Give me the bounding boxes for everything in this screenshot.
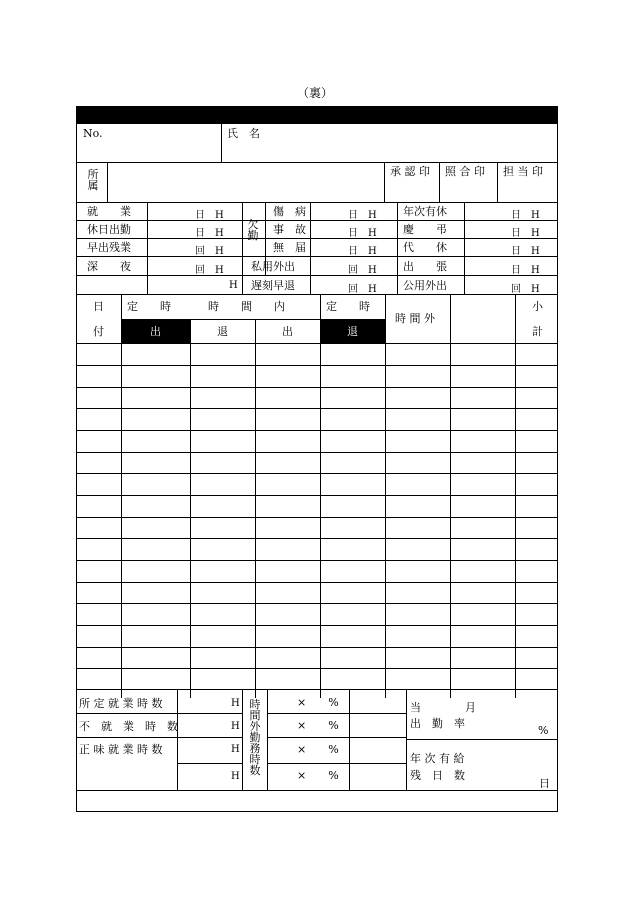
overtime-rate-4: × % (297, 769, 339, 782)
accident-unit: 日 H (348, 228, 377, 239)
out-label-2: 出 (282, 325, 293, 338)
private-outing-unit: 回 H (348, 265, 377, 276)
late-early-label: 遅刻早退 (251, 279, 295, 292)
dept-label: 所属 (87, 168, 99, 192)
overtime-rate-1: × % (297, 696, 339, 709)
no-label: No. (83, 127, 103, 140)
unreported-label: 無 届 (273, 241, 306, 254)
overtime-hours-label: 時間外勤務時数 (249, 698, 261, 777)
leave-label-1: 退 (217, 325, 228, 338)
day-label-top: 日 (93, 300, 104, 313)
net-work-hours-unit: H (231, 744, 240, 755)
substitute-holiday-label: 代 休 (403, 241, 447, 254)
remaining-days-label: 残 日 数 (410, 769, 465, 782)
non-work-hours-label: 不 就 業 時 数 (79, 720, 178, 733)
check-stamp-label: 照 合 印 (445, 165, 485, 178)
leave-label-2: 退 (347, 325, 358, 338)
work-unit: 日 H (195, 210, 224, 221)
extra-summary-unit: H (231, 771, 240, 782)
within-hours-label: 時 間 内 (208, 300, 285, 313)
annual-leave-unit: 日 H (511, 210, 540, 221)
holiday-work-unit: 日 H (195, 228, 224, 239)
page-side-mark: （裏） (296, 86, 333, 100)
late-night-label: 深 夜 (87, 260, 131, 273)
fixed-time-left-label: 定 時 (127, 300, 171, 313)
early-overtime-label: 早出残業 (87, 241, 131, 254)
early-overtime-unit: 回 H (195, 246, 224, 257)
header-strip (77, 107, 557, 123)
attendance-rate-label: 出 勤 率 (410, 717, 465, 730)
overtime-rate-3: × % (297, 743, 339, 756)
official-outing-unit: 回 H (511, 284, 540, 295)
unreported-unit: 日 H (348, 246, 377, 257)
timecard-form (76, 106, 558, 812)
holiday-work-label: 休日出勤 (87, 223, 131, 236)
sickness-label: 傷 病 (273, 205, 306, 218)
name-label: 氏 名 (227, 127, 260, 140)
day-label-bottom: 付 (93, 325, 104, 338)
remaining-days-unit: 日 (539, 777, 550, 790)
late-early-unit: 回 H (348, 284, 377, 295)
subtotal-label-top: 小 (532, 300, 543, 313)
absence-label: 欠勤 (247, 218, 259, 242)
late-night-unit: 回 H (195, 265, 224, 276)
month-label: 当 月 (410, 701, 476, 714)
overtime-rate-2: × % (297, 719, 339, 732)
sickness-unit: 日 H (348, 210, 377, 221)
net-work-hours-label: 正 味 就 業 時 数 (79, 743, 163, 756)
substitute-holiday-unit: 日 H (511, 246, 540, 257)
accident-label: 事 故 (273, 223, 306, 236)
bereavement-unit: 日 H (511, 228, 540, 239)
staff-stamp-label: 担 当 印 (503, 165, 543, 178)
subtotal-label-bottom: 計 (532, 325, 543, 338)
work-label: 就 業 (87, 205, 131, 218)
business-trip-label: 出 張 (403, 260, 447, 273)
non-work-hours-unit: H (231, 721, 240, 732)
extra-hours-unit: H (229, 280, 238, 291)
private-outing-label: 私用外出 (251, 260, 295, 273)
overtime-label: 時 間 外 (395, 312, 435, 325)
scheduled-hours-label: 所 定 就 業 時 数 (79, 697, 163, 710)
approval-stamp-label: 承 認 印 (390, 165, 430, 178)
bereavement-label: 慶 弔 (403, 223, 447, 236)
business-trip-unit: 日 H (511, 265, 540, 276)
attendance-rate-unit: % (538, 724, 549, 737)
annual-leave-label: 年次有休 (403, 205, 447, 218)
scheduled-hours-unit: H (231, 698, 240, 709)
paid-leave-label: 年 次 有 給 (410, 752, 465, 765)
fixed-time-right-label: 定 時 (326, 300, 370, 313)
out-label-1: 出 (150, 325, 161, 338)
official-outing-label: 公用外出 (403, 279, 447, 292)
